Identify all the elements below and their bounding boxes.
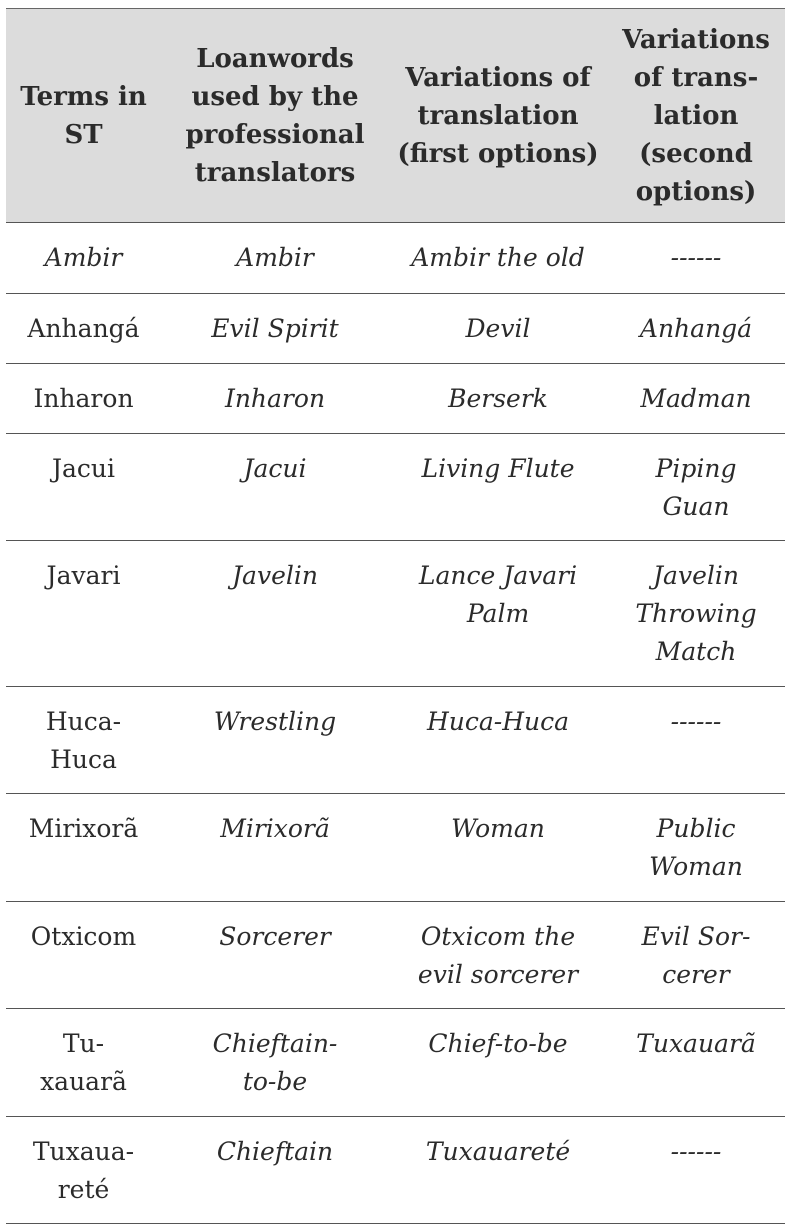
cell-term [6, 1117, 161, 1224]
cell-second-option [607, 434, 785, 541]
cell-line: Palm [466, 599, 530, 628]
cell-first-option [389, 1117, 607, 1224]
cell-line: Match [655, 637, 737, 666]
cell-line: Madman [640, 384, 752, 413]
cell-line: Woman [649, 852, 743, 881]
cell-loanword [161, 541, 389, 687]
header-line: lation [653, 100, 739, 131]
cell-line: xauarã [40, 1067, 127, 1096]
table-row [6, 902, 785, 1009]
header-line: used by the [191, 81, 359, 112]
header-loanwords [161, 9, 389, 223]
cell-line: to-be [242, 1067, 308, 1096]
table-row [6, 364, 785, 434]
cell-term [6, 434, 161, 541]
cell-first-option [389, 1009, 607, 1117]
table-row [6, 294, 785, 364]
cell-line: Guan [662, 492, 730, 521]
cell-second-option [607, 1009, 785, 1117]
cell-second-option [607, 1117, 785, 1224]
cell-line: Tuxauareté [425, 1137, 571, 1166]
cell-line: Evil Spirit [211, 314, 339, 343]
cell-line: cerer [662, 960, 730, 989]
cell-line: Otxicom [30, 922, 137, 951]
cell-line: ------ [670, 707, 722, 736]
table-row [6, 434, 785, 541]
header-line: Loanwords [196, 43, 354, 74]
cell-line: Piping [655, 454, 737, 483]
cell-line: Tu- [62, 1029, 105, 1058]
cell-first-option [389, 364, 607, 434]
cell-line: Throwing [635, 599, 757, 628]
cell-loanword [161, 687, 389, 794]
header-row [6, 9, 785, 223]
cell-first-option [389, 541, 607, 687]
cell-loanword [161, 902, 389, 1009]
header-line: of trans- [633, 62, 759, 93]
cell-line: ------ [670, 243, 722, 272]
cell-second-option [607, 223, 785, 294]
cell-term [6, 794, 161, 902]
table-row [6, 687, 785, 794]
cell-line: Javelin [653, 561, 739, 590]
cell-loanword [161, 1009, 389, 1117]
table-row [6, 541, 785, 687]
cell-line: Anhangá [27, 314, 140, 343]
cell-term [6, 364, 161, 434]
cell-term [6, 1009, 161, 1117]
cell-second-option [607, 687, 785, 794]
cell-line: Public [656, 814, 736, 843]
cell-line: Huca- [45, 707, 122, 736]
cell-line: Mirixorã [28, 814, 139, 843]
cell-second-option [607, 541, 785, 687]
header-second-options [607, 9, 785, 223]
cell-line: Chieftain- [212, 1029, 338, 1058]
cell-line: Ambir [236, 243, 314, 272]
cell-line: Sorcerer [219, 922, 331, 951]
cell-line: Woman [451, 814, 545, 843]
cell-loanword [161, 294, 389, 364]
header-terms-in-st [6, 9, 161, 223]
header-line: professional [185, 119, 365, 150]
table-row [6, 1009, 785, 1117]
cell-line: reté [57, 1175, 110, 1204]
cell-line: Huca [50, 745, 117, 774]
cell-line: Wrestling [213, 707, 337, 736]
header-line: translators [194, 157, 356, 188]
cell-first-option [389, 223, 607, 294]
cell-second-option [607, 294, 785, 364]
cell-first-option [389, 687, 607, 794]
header-line: Terms in [20, 81, 147, 112]
cell-first-option [389, 434, 607, 541]
cell-line: Ambir [44, 243, 123, 272]
cell-line: Otxicom the [420, 922, 576, 951]
cell-term [6, 902, 161, 1009]
cell-line: Jacui [243, 454, 307, 483]
cell-line: Evil Sor- [641, 922, 751, 951]
cell-line: Anhangá [639, 314, 753, 343]
cell-line: Inharon [33, 384, 134, 413]
cell-line: ------ [670, 1137, 722, 1166]
cell-second-option [607, 794, 785, 902]
cell-second-option [607, 364, 785, 434]
cell-line: Javari [46, 561, 121, 590]
header-line: ST [64, 119, 103, 150]
cell-first-option [389, 794, 607, 902]
header-line: translation [417, 100, 579, 131]
cell-line: Mirixorã [220, 814, 330, 843]
cell-first-option [389, 902, 607, 1009]
header-line: options) [635, 176, 757, 207]
translation-table [6, 8, 785, 1224]
cell-loanword [161, 364, 389, 434]
cell-loanword [161, 1117, 389, 1224]
cell-term [6, 294, 161, 364]
cell-line: Chief-to-be [428, 1029, 568, 1058]
cell-line: Living Flute [421, 454, 575, 483]
cell-line: Huca-Huca [426, 707, 570, 736]
table-row [6, 1117, 785, 1224]
cell-term [6, 223, 161, 294]
cell-line: Ambir the old [411, 243, 585, 272]
header-line: Variations [622, 24, 770, 55]
header-first-options [389, 9, 607, 223]
cell-term [6, 541, 161, 687]
cell-second-option [607, 902, 785, 1009]
header-line: (first options) [397, 138, 599, 169]
cell-line: Devil [465, 314, 531, 343]
cell-line: Jacui [51, 454, 116, 483]
cell-line: Lance Javari [418, 561, 578, 590]
header-line: (second [639, 138, 753, 169]
cell-line: Tuxaua- [32, 1137, 135, 1166]
table-row [6, 794, 785, 902]
cell-line: evil sorcerer [417, 960, 579, 989]
cell-loanword [161, 434, 389, 541]
cell-loanword [161, 794, 389, 902]
cell-line: Inharon [224, 384, 326, 413]
table-header [6, 9, 785, 223]
cell-line: Javelin [232, 561, 318, 590]
cell-line: Berserk [448, 384, 548, 413]
cell-loanword [161, 223, 389, 294]
header-line: Variations of [405, 62, 591, 93]
cell-term [6, 687, 161, 794]
table-row [6, 223, 785, 294]
table-body [6, 223, 785, 1224]
cell-line: Chieftain [216, 1137, 334, 1166]
cell-first-option [389, 294, 607, 364]
cell-line: Tuxauarã [636, 1029, 756, 1058]
